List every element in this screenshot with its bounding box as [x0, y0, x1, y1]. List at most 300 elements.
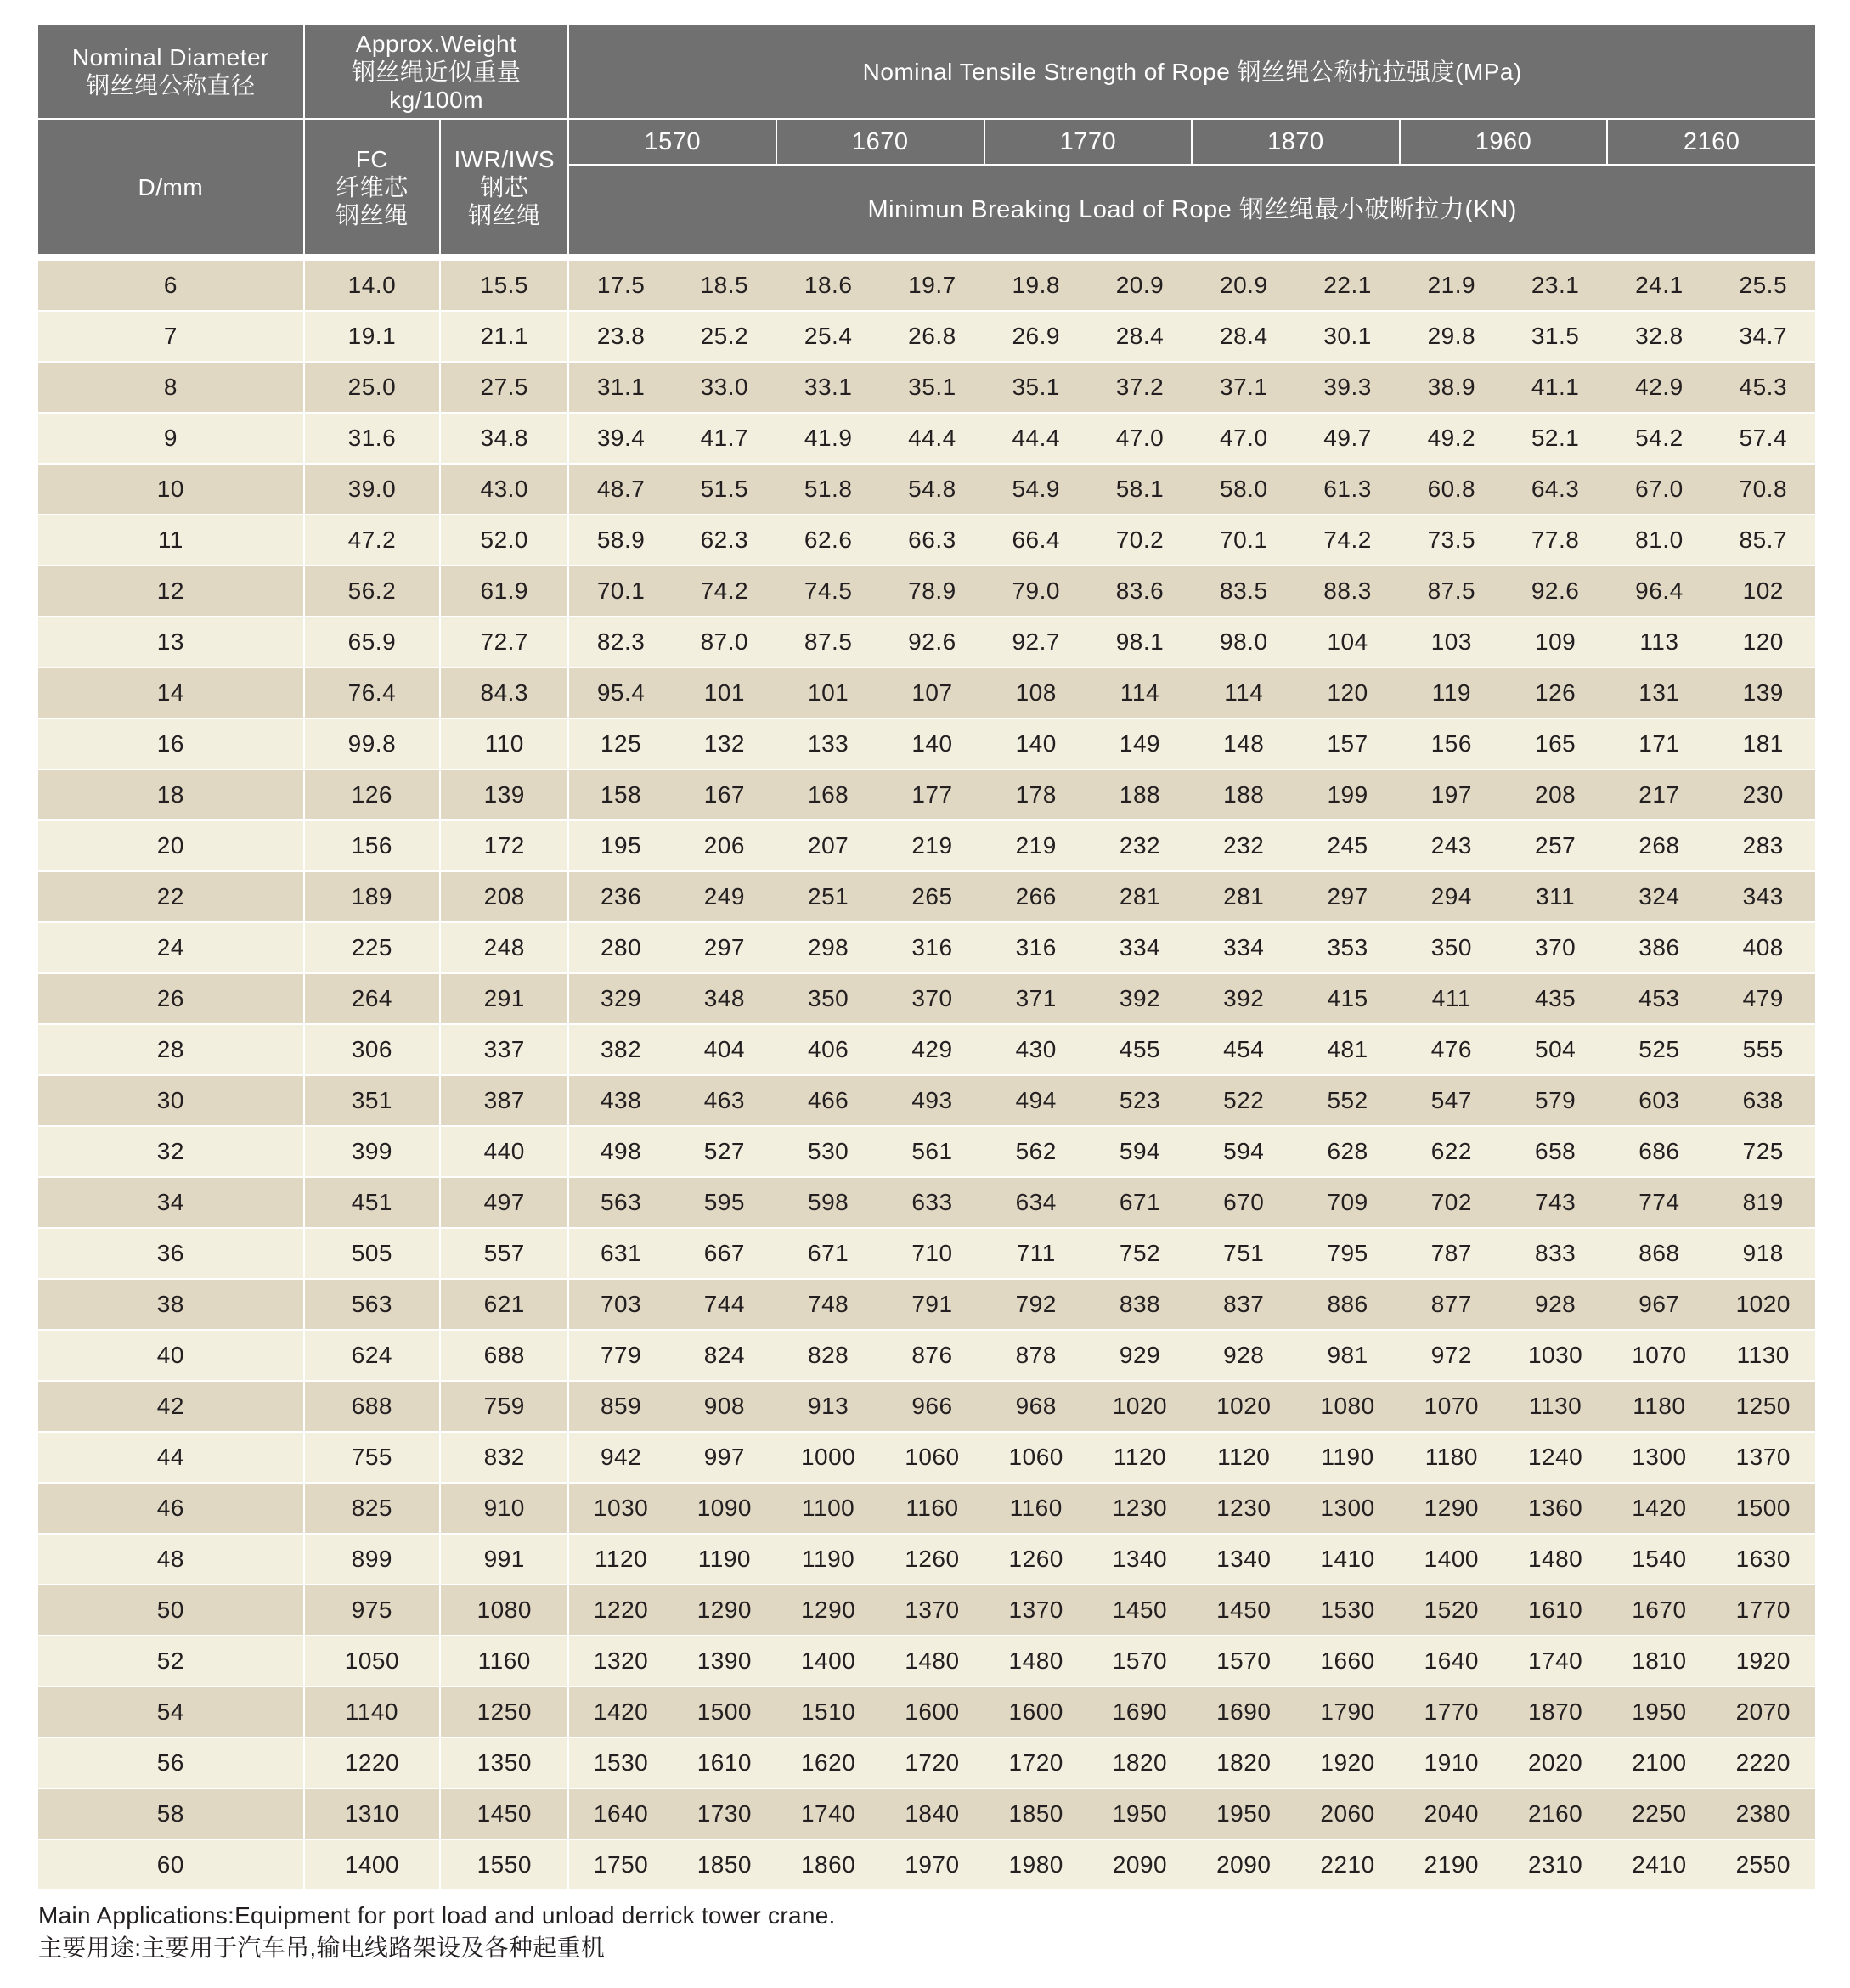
- breaking-load-cell: 686: [1607, 1126, 1711, 1177]
- breaking-load-cell: 598: [776, 1177, 880, 1228]
- breaking-load-cell: 453: [1607, 973, 1711, 1024]
- breaking-load-cell: 1980: [984, 1839, 1088, 1890]
- breaking-load-cell: 58.9: [568, 515, 672, 566]
- breaking-load-cell: 2160: [1503, 1788, 1607, 1839]
- weight-fc-cell: 1140: [304, 1687, 440, 1737]
- breaking-load-cell: 1910: [1400, 1737, 1503, 1788]
- weight-fc-cell: 306: [304, 1024, 440, 1075]
- breaking-load-cell: 108: [984, 667, 1088, 718]
- breaking-load-cell: 670: [1192, 1177, 1295, 1228]
- breaking-load-cell: 1600: [880, 1687, 984, 1737]
- breaking-load-cell: 316: [984, 922, 1088, 973]
- breaking-load-cell: 1300: [1295, 1483, 1399, 1534]
- breaking-load-cell: 17.5: [568, 261, 672, 311]
- breaking-load-cell: 1730: [673, 1788, 776, 1839]
- breaking-load-cell: 35.1: [984, 362, 1088, 413]
- breaking-load-cell: 634: [984, 1177, 1088, 1228]
- breaking-load-cell: 1390: [673, 1636, 776, 1687]
- breaking-load-cell: 26.8: [880, 311, 984, 362]
- weight-iwr-cell: 991: [440, 1534, 568, 1585]
- breaking-load-cell: 1070: [1607, 1330, 1711, 1381]
- breaking-load-cell: 107: [880, 667, 984, 718]
- grade-header-1770: 1770: [984, 119, 1193, 165]
- breaking-load-cell: 149: [1088, 718, 1192, 769]
- breaking-load-cell: 49.7: [1295, 413, 1399, 464]
- breaking-load-cell: 406: [776, 1024, 880, 1075]
- breaking-load-cell: 1250: [1712, 1381, 1815, 1432]
- table-row: [38, 871, 1815, 922]
- breaking-load-cell: 1660: [1295, 1636, 1399, 1687]
- applications-cn: 主要用途:主要用于汽车吊,输电线路架设及各种起重机: [38, 1934, 606, 1961]
- breaking-load-cell: 522: [1192, 1075, 1295, 1126]
- iwr-header: [440, 119, 568, 255]
- breaking-load-cell: 2210: [1295, 1839, 1399, 1890]
- approx-weight-label-en: Approx.Weight: [355, 30, 517, 57]
- breaking-load-cell: 1030: [1503, 1330, 1607, 1381]
- breaking-load-cell: 1030: [568, 1483, 672, 1534]
- breaking-load-cell: 217: [1607, 769, 1711, 820]
- table-row: [38, 1585, 1815, 1636]
- breaking-load-cell: 1420: [568, 1687, 672, 1737]
- breaking-load-cell: 232: [1088, 820, 1192, 871]
- breaking-load-cell: 316: [880, 922, 984, 973]
- diameter-cell: 38: [38, 1279, 304, 1330]
- breaking-load-cell: 774: [1607, 1177, 1711, 1228]
- breaking-load-cell: 83.6: [1088, 566, 1192, 617]
- breaking-load-cell: 87.0: [673, 617, 776, 667]
- breaking-load-cell: 525: [1607, 1024, 1711, 1075]
- breaking-load-cell: 1090: [673, 1483, 776, 1534]
- diameter-cell: 8: [38, 362, 304, 413]
- weight-fc-cell: 688: [304, 1381, 440, 1432]
- breaking-load-cell: 1290: [1400, 1483, 1503, 1534]
- breaking-load-cell: 392: [1192, 973, 1295, 1024]
- breaking-load-cell: 838: [1088, 1279, 1192, 1330]
- breaking-load-cell: 35.1: [880, 362, 984, 413]
- breaking-load-cell: 2190: [1400, 1839, 1503, 1890]
- breaking-load-cell: 283: [1712, 820, 1815, 871]
- table-row: [38, 1024, 1815, 1075]
- breaking-load-cell: 119: [1400, 667, 1503, 718]
- breaking-load-cell: 77.8: [1503, 515, 1607, 566]
- breaking-load-cell: 52.1: [1503, 413, 1607, 464]
- weight-iwr-cell: 110: [440, 718, 568, 769]
- breaking-load-cell: 60.8: [1400, 464, 1503, 515]
- breaking-load-cell: 58.0: [1192, 464, 1295, 515]
- weight-iwr-cell: 621: [440, 1279, 568, 1330]
- breaking-load-cell: 104: [1295, 617, 1399, 667]
- breaking-load-cell: 157: [1295, 718, 1399, 769]
- fc-label-cn-2: 钢丝绳: [336, 201, 409, 228]
- weight-fc-cell: 1050: [304, 1636, 440, 1687]
- diameter-cell: 6: [38, 261, 304, 311]
- breaking-load-cell: 208: [1503, 769, 1607, 820]
- breaking-load-cell: 1060: [880, 1432, 984, 1483]
- breaking-load-cell: 2310: [1503, 1839, 1607, 1890]
- weight-iwr-cell: 1250: [440, 1687, 568, 1737]
- breaking-load-cell: 51.8: [776, 464, 880, 515]
- breaking-load-cell: 350: [1400, 922, 1503, 973]
- weight-iwr-cell: 291: [440, 973, 568, 1024]
- table-row: [38, 1075, 1815, 1126]
- breaking-load-cell: 57.4: [1712, 413, 1815, 464]
- diameter-cell: 30: [38, 1075, 304, 1126]
- approx-weight-header: [304, 25, 569, 119]
- breaking-load-cell: 997: [673, 1432, 776, 1483]
- weight-iwr-cell: 1350: [440, 1737, 568, 1788]
- breaking-load-cell: 236: [568, 871, 672, 922]
- breaking-load-cell: 493: [880, 1075, 984, 1126]
- breaking-load-cell: 530: [776, 1126, 880, 1177]
- breaking-load-cell: 748: [776, 1279, 880, 1330]
- breaking-load-cell: 1160: [880, 1483, 984, 1534]
- breaking-load-cell: 1600: [984, 1687, 1088, 1737]
- breaking-load-cell: 85.7: [1712, 515, 1815, 566]
- breaking-load-cell: 140: [984, 718, 1088, 769]
- breaking-load-cell: 1480: [1503, 1534, 1607, 1585]
- weight-fc-cell: 755: [304, 1432, 440, 1483]
- breaking-load-cell: 178: [984, 769, 1088, 820]
- breaking-load-cell: 1370: [880, 1585, 984, 1636]
- weight-fc-cell: 563: [304, 1279, 440, 1330]
- breaking-load-cell: 370: [1503, 922, 1607, 973]
- breaking-load-cell: 1920: [1712, 1636, 1815, 1687]
- breaking-load-cell: 928: [1192, 1330, 1295, 1381]
- weight-fc-cell: 1310: [304, 1788, 440, 1839]
- breaking-load-cell: 334: [1192, 922, 1295, 973]
- tensile-strength-header: Nominal Tensile Strength of Rope 钢丝绳公称抗拉强度(MPa): [568, 25, 1815, 119]
- breaking-load-cell: 41.9: [776, 413, 880, 464]
- diameter-cell: 54: [38, 1687, 304, 1737]
- breaking-load-cell: 1820: [1192, 1737, 1295, 1788]
- breaking-load-cell: 37.2: [1088, 362, 1192, 413]
- weight-fc-cell: 225: [304, 922, 440, 973]
- breaking-load-cell: 41.1: [1503, 362, 1607, 413]
- nominal-diameter-header: [38, 25, 304, 119]
- breaking-load-cell: 1850: [673, 1839, 776, 1890]
- breaking-load-cell: 132: [673, 718, 776, 769]
- breaking-load-cell: 833: [1503, 1228, 1607, 1279]
- weight-iwr-cell: 248: [440, 922, 568, 973]
- breaking-load-cell: 1400: [1400, 1534, 1503, 1585]
- breaking-load-cell: 408: [1712, 922, 1815, 973]
- weight-fc-cell: 351: [304, 1075, 440, 1126]
- breaking-load-cell: 199: [1295, 769, 1399, 820]
- breaking-load-cell: 1770: [1400, 1687, 1503, 1737]
- breaking-load-cell: 148: [1192, 718, 1295, 769]
- breaking-load-cell: 2380: [1712, 1788, 1815, 1839]
- breaking-load-cell: 1370: [984, 1585, 1088, 1636]
- breaking-load-cell: 463: [673, 1075, 776, 1126]
- breaking-load-cell: 31.1: [568, 362, 672, 413]
- diameter-cell: 60: [38, 1839, 304, 1890]
- breaking-load-cell: 878: [984, 1330, 1088, 1381]
- breaking-load-cell: 476: [1400, 1024, 1503, 1075]
- breaking-load-cell: 92.6: [1503, 566, 1607, 617]
- breaking-load-cell: 2550: [1712, 1839, 1815, 1890]
- breaking-load-cell: 752: [1088, 1228, 1192, 1279]
- weight-iwr-cell: 52.0: [440, 515, 568, 566]
- breaking-load-cell: 2020: [1503, 1737, 1607, 1788]
- table-row: [38, 667, 1815, 718]
- fc-header: [304, 119, 440, 255]
- breaking-load-cell: 195: [568, 820, 672, 871]
- breaking-load-cell: 1570: [1192, 1636, 1295, 1687]
- breaking-load-cell: 1520: [1400, 1585, 1503, 1636]
- breaking-load-cell: 1850: [984, 1788, 1088, 1839]
- weight-iwr-cell: 557: [440, 1228, 568, 1279]
- weight-iwr-cell: 1080: [440, 1585, 568, 1636]
- breaking-load-cell: 88.3: [1295, 566, 1399, 617]
- weight-fc-cell: 189: [304, 871, 440, 922]
- breaking-load-cell: 92.6: [880, 617, 984, 667]
- breaking-load-cell: 188: [1088, 769, 1192, 820]
- breaking-load-cell: 297: [1295, 871, 1399, 922]
- breaking-load-cell: 968: [984, 1381, 1088, 1432]
- weight-fc-cell: 31.6: [304, 413, 440, 464]
- breaking-load-cell: 156: [1400, 718, 1503, 769]
- breaking-load-cell: 981: [1295, 1330, 1399, 1381]
- breaking-load-cell: 1840: [880, 1788, 984, 1839]
- weight-fc-cell: 156: [304, 820, 440, 871]
- breaking-load-cell: 33.0: [673, 362, 776, 413]
- breaking-load-cell: 42.9: [1607, 362, 1711, 413]
- breaking-load-cell: 386: [1607, 922, 1711, 973]
- breaking-load-cell: 709: [1295, 1177, 1399, 1228]
- min-breaking-load-header: Minimun Breaking Load of Rope 钢丝绳最小破断拉力(KN): [568, 165, 1815, 255]
- breaking-load-cell: 343: [1712, 871, 1815, 922]
- table-row: [38, 820, 1815, 871]
- table-row: [38, 464, 1815, 515]
- breaking-load-cell: 31.5: [1503, 311, 1607, 362]
- table-body: [38, 261, 1815, 1890]
- breaking-load-cell: 819: [1712, 1177, 1815, 1228]
- breaking-load-cell: 2040: [1400, 1788, 1503, 1839]
- breaking-load-cell: 1100: [776, 1483, 880, 1534]
- breaking-load-cell: 120: [1712, 617, 1815, 667]
- breaking-load-cell: 257: [1503, 820, 1607, 871]
- d-unit-header: D/mm: [38, 119, 304, 255]
- breaking-load-cell: 1480: [984, 1636, 1088, 1687]
- breaking-load-cell: 24.1: [1607, 261, 1711, 311]
- breaking-load-cell: 1790: [1295, 1687, 1399, 1737]
- breaking-load-cell: 404: [673, 1024, 776, 1075]
- breaking-load-cell: 1180: [1607, 1381, 1711, 1432]
- breaking-load-cell: 1240: [1503, 1432, 1607, 1483]
- breaking-load-cell: 98.0: [1192, 617, 1295, 667]
- breaking-load-cell: 25.5: [1712, 261, 1815, 311]
- table-row: [38, 1279, 1815, 1330]
- diameter-cell: 9: [38, 413, 304, 464]
- breaking-load-cell: 23.8: [568, 311, 672, 362]
- approx-weight-label-cn: 钢丝绳近似重量: [351, 58, 522, 85]
- table-row: [38, 362, 1815, 413]
- breaking-load-cell: 913: [776, 1381, 880, 1432]
- breaking-load-cell: 20.9: [1088, 261, 1192, 311]
- breaking-load-cell: 1300: [1607, 1432, 1711, 1483]
- breaking-load-cell: 779: [568, 1330, 672, 1381]
- breaking-load-cell: 219: [984, 820, 1088, 871]
- grade-header-1960: 1960: [1400, 119, 1608, 165]
- breaking-load-cell: 1860: [776, 1839, 880, 1890]
- breaking-load-cell: 967: [1607, 1279, 1711, 1330]
- breaking-load-cell: 966: [880, 1381, 984, 1432]
- breaking-load-cell: 1690: [1192, 1687, 1295, 1737]
- diameter-cell: 7: [38, 311, 304, 362]
- breaking-load-cell: 1130: [1503, 1381, 1607, 1432]
- breaking-load-cell: 2090: [1192, 1839, 1295, 1890]
- breaking-load-cell: 120: [1295, 667, 1399, 718]
- breaking-load-cell: 702: [1400, 1177, 1503, 1228]
- weight-iwr-cell: 27.5: [440, 362, 568, 413]
- breaking-load-cell: 1370: [1712, 1432, 1815, 1483]
- breaking-load-cell: 1020: [1192, 1381, 1295, 1432]
- breaking-load-cell: 1230: [1192, 1483, 1295, 1534]
- breaking-load-cell: 1340: [1088, 1534, 1192, 1585]
- breaking-load-cell: 21.9: [1400, 261, 1503, 311]
- breaking-load-cell: 177: [880, 769, 984, 820]
- breaking-load-cell: 96.4: [1607, 566, 1711, 617]
- breaking-load-cell: 66.4: [984, 515, 1088, 566]
- breaking-load-cell: 561: [880, 1126, 984, 1177]
- breaking-load-cell: 918: [1712, 1228, 1815, 1279]
- breaking-load-cell: 429: [880, 1024, 984, 1075]
- breaking-load-cell: 1420: [1607, 1483, 1711, 1534]
- diameter-cell: 24: [38, 922, 304, 973]
- iwr-label-cn-1: 钢芯: [480, 173, 529, 200]
- grade-header-1670: 1670: [776, 119, 984, 165]
- breaking-load-cell: 791: [880, 1279, 984, 1330]
- breaking-load-cell: 1630: [1712, 1534, 1815, 1585]
- diameter-cell: 16: [38, 718, 304, 769]
- diameter-cell: 26: [38, 973, 304, 1024]
- breaking-load-cell: 298: [776, 922, 880, 973]
- breaking-load-cell: 73.5: [1400, 515, 1503, 566]
- breaking-load-cell: 66.3: [880, 515, 984, 566]
- breaking-load-cell: 1230: [1088, 1483, 1192, 1534]
- diameter-cell: 14: [38, 667, 304, 718]
- breaking-load-cell: 133: [776, 718, 880, 769]
- breaking-load-cell: 562: [984, 1126, 1088, 1177]
- table-row: [38, 1534, 1815, 1585]
- breaking-load-cell: 39.3: [1295, 362, 1399, 413]
- weight-iwr-cell: 61.9: [440, 566, 568, 617]
- breaking-load-cell: 1770: [1712, 1585, 1815, 1636]
- breaking-load-cell: 504: [1503, 1024, 1607, 1075]
- breaking-load-cell: 828: [776, 1330, 880, 1381]
- breaking-load-cell: 29.8: [1400, 311, 1503, 362]
- weight-fc-cell: 126: [304, 769, 440, 820]
- breaking-load-cell: 1950: [1088, 1788, 1192, 1839]
- breaking-load-cell: 795: [1295, 1228, 1399, 1279]
- breaking-load-cell: 430: [984, 1024, 1088, 1075]
- weight-fc-cell: 25.0: [304, 362, 440, 413]
- breaking-load-cell: 1720: [984, 1737, 1088, 1788]
- breaking-load-cell: 168: [776, 769, 880, 820]
- breaking-load-cell: 219: [880, 820, 984, 871]
- breaking-load-cell: 165: [1503, 718, 1607, 769]
- breaking-load-cell: 245: [1295, 820, 1399, 871]
- breaking-load-cell: 28.4: [1088, 311, 1192, 362]
- breaking-load-cell: 792: [984, 1279, 1088, 1330]
- header-row-1: [38, 25, 1815, 119]
- breaking-load-cell: 1400: [776, 1636, 880, 1687]
- breaking-load-cell: 1640: [568, 1788, 672, 1839]
- breaking-load-cell: 18.5: [673, 261, 776, 311]
- table-row: [38, 261, 1815, 311]
- breaking-load-cell: 114: [1192, 667, 1295, 718]
- breaking-load-cell: 54.2: [1607, 413, 1711, 464]
- breaking-load-cell: 268: [1607, 820, 1711, 871]
- breaking-load-cell: 1130: [1712, 1330, 1815, 1381]
- breaking-load-cell: 353: [1295, 922, 1399, 973]
- diameter-cell: 28: [38, 1024, 304, 1075]
- breaking-load-cell: 181: [1712, 718, 1815, 769]
- breaking-load-cell: 563: [568, 1177, 672, 1228]
- weight-iwr-cell: 139: [440, 769, 568, 820]
- breaking-load-cell: 1480: [880, 1636, 984, 1687]
- breaking-load-cell: 33.1: [776, 362, 880, 413]
- breaking-load-cell: 329: [568, 973, 672, 1024]
- breaking-load-cell: 48.7: [568, 464, 672, 515]
- breaking-load-cell: 44.4: [880, 413, 984, 464]
- breaking-load-cell: 1160: [984, 1483, 1088, 1534]
- breaking-load-cell: 886: [1295, 1279, 1399, 1330]
- weight-iwr-cell: 72.7: [440, 617, 568, 667]
- breaking-load-cell: 523: [1088, 1075, 1192, 1126]
- breaking-load-cell: 1920: [1295, 1737, 1399, 1788]
- breaking-load-cell: 19.8: [984, 261, 1088, 311]
- breaking-load-cell: 167: [673, 769, 776, 820]
- breaking-load-cell: 18.6: [776, 261, 880, 311]
- breaking-load-cell: 348: [673, 973, 776, 1024]
- breaking-load-cell: 908: [673, 1381, 776, 1432]
- breaking-load-cell: 230: [1712, 769, 1815, 820]
- nominal-diameter-label-cn: 钢丝绳公称直径: [86, 72, 256, 99]
- breaking-load-cell: 1180: [1400, 1432, 1503, 1483]
- breaking-load-cell: 1070: [1400, 1381, 1503, 1432]
- breaking-load-cell: 481: [1295, 1024, 1399, 1075]
- breaking-load-cell: 39.4: [568, 413, 672, 464]
- table-row: [38, 973, 1815, 1024]
- table-row: [38, 718, 1815, 769]
- breaking-load-cell: 34.7: [1712, 311, 1815, 362]
- breaking-load-cell: 2250: [1607, 1788, 1711, 1839]
- breaking-load-cell: 382: [568, 1024, 672, 1075]
- breaking-load-cell: 30.1: [1295, 311, 1399, 362]
- weight-iwr-cell: 497: [440, 1177, 568, 1228]
- weight-iwr-cell: 910: [440, 1483, 568, 1534]
- breaking-load-cell: 1950: [1192, 1788, 1295, 1839]
- breaking-load-cell: 102: [1712, 566, 1815, 617]
- breaking-load-cell: 942: [568, 1432, 672, 1483]
- breaking-load-cell: 1000: [776, 1432, 880, 1483]
- breaking-load-cell: 1530: [1295, 1585, 1399, 1636]
- breaking-load-cell: 158: [568, 769, 672, 820]
- weight-iwr-cell: 759: [440, 1381, 568, 1432]
- breaking-load-cell: 710: [880, 1228, 984, 1279]
- breaking-load-cell: 1870: [1503, 1687, 1607, 1737]
- breaking-load-cell: 1120: [1088, 1432, 1192, 1483]
- breaking-load-cell: 1450: [1088, 1585, 1192, 1636]
- breaking-load-cell: 28.4: [1192, 311, 1295, 362]
- breaking-load-cell: 547: [1400, 1075, 1503, 1126]
- breaking-load-cell: 1820: [1088, 1737, 1192, 1788]
- weight-fc-cell: 451: [304, 1177, 440, 1228]
- breaking-load-cell: 671: [776, 1228, 880, 1279]
- breaking-load-cell: 579: [1503, 1075, 1607, 1126]
- diameter-cell: 11: [38, 515, 304, 566]
